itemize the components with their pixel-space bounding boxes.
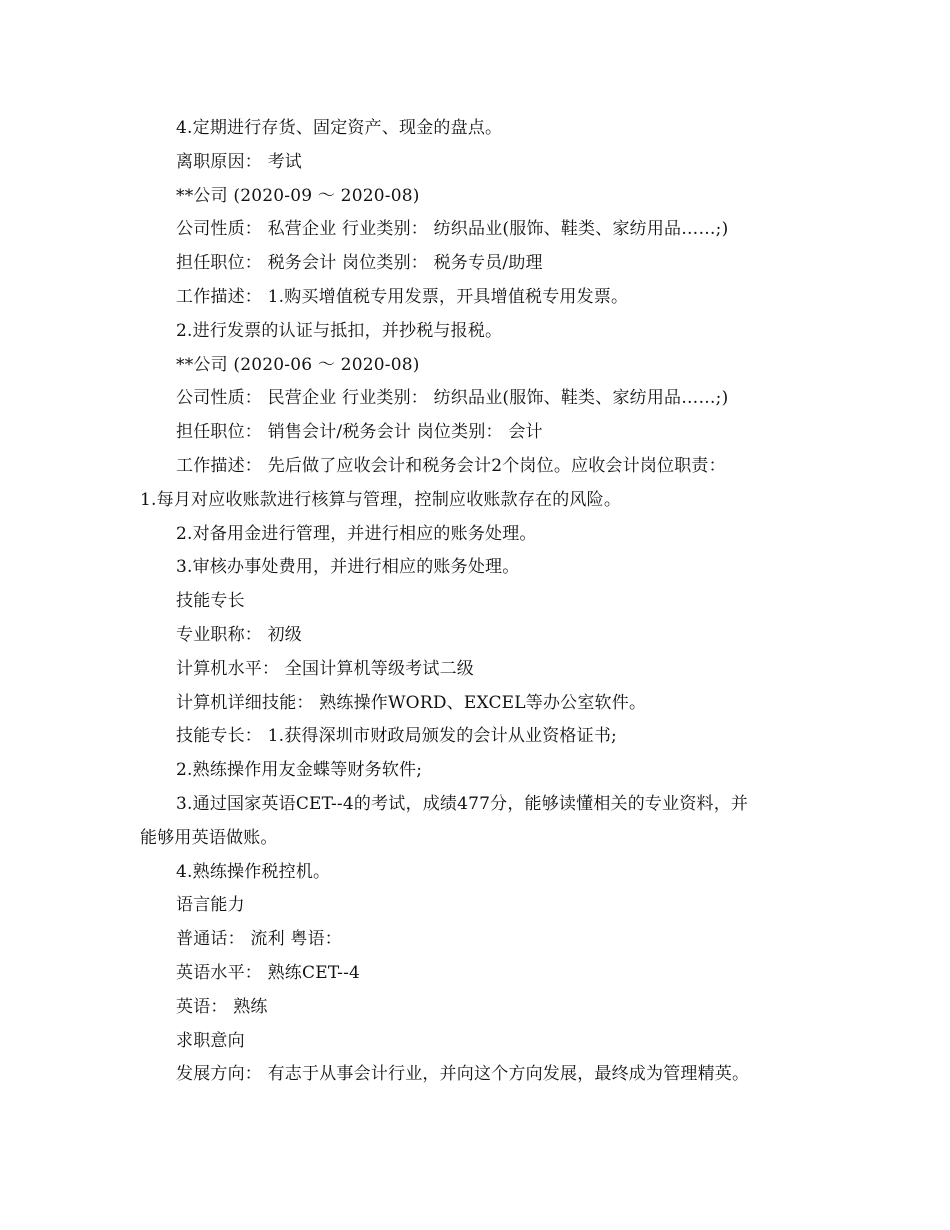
text-line: 4.定期进行存货、固定资产、现金的盘点。: [176, 118, 503, 138]
text-line: 4.熟练操作税控机。: [176, 861, 331, 882]
company-heading: **公司 (2020-06 ～ 2020-08): [176, 354, 420, 375]
text-line: 公司性质： 民营企业 行业类别： 纺织品业(服饰、鞋类、家纺用品……;): [176, 388, 729, 409]
text-line: 公司性质： 私营企业 行业类别： 纺织品业(服饰、鞋类、家纺用品……;): [176, 219, 729, 240]
text-line: 工作描述： 1.购买增值税专用发票，开具增值税专用发票。: [176, 286, 629, 307]
text-line: 能够用英语做账。: [140, 827, 278, 848]
text-line: 2.熟练操作用友金蝶等财务软件;: [176, 760, 423, 781]
text-line: 2.进行发票的认证与抵扣，并抄税与报税。: [176, 320, 503, 341]
resume-body: [140, 112, 820, 1092]
text-line: 计算机水平： 全国计算机等级考试二级: [176, 658, 475, 679]
text-line: 专业职称： 初级: [176, 624, 303, 645]
text-line: 担任职位： 税务会计 岗位类别： 税务专员/助理: [176, 253, 543, 274]
text-line: 2.对备用金进行管理，并进行相应的账务处理。: [176, 523, 537, 544]
company-heading: **公司 (2020-09 ～ 2020-08): [176, 185, 420, 206]
text-line: 3.通过国家英语CET--4的考试，成绩477分，能够读懂相关的专业资料，并: [176, 793, 749, 814]
section-heading: 技能专长: [176, 591, 245, 612]
text-line: 工作描述： 先后做了应收会计和税务会计2个岗位。应收会计岗位职责：: [176, 455, 726, 476]
text-line: 英语： 熟练: [176, 996, 268, 1017]
text-line: 3.审核办事处费用，并进行相应的账务处理。: [176, 557, 520, 578]
text-line: 技能专长： 1.获得深圳市财政局颁发的会计从业资格证书;: [176, 726, 617, 747]
text-line: 英语水平： 熟练CET--4: [176, 962, 361, 983]
section-heading: 语言能力: [176, 895, 245, 916]
text-line: 1.每月对应收账款进行核算与管理，控制应收账款存在的风险。: [140, 489, 622, 510]
text-line: 普通话： 流利 粤语：: [176, 929, 343, 950]
text-line: 离职原因： 考试: [176, 151, 303, 172]
text-line: 计算机详细技能： 熟练操作WORD、EXCEL等办公室软件。: [176, 692, 647, 713]
text-line: 担任职位： 销售会计/税务会计 岗位类别： 会计: [176, 422, 543, 443]
text-line: 发展方向： 有志于从事会计行业，并向这个方向发展，最终成为管理精英。: [176, 1064, 750, 1085]
section-heading: 求职意向: [176, 1030, 245, 1051]
